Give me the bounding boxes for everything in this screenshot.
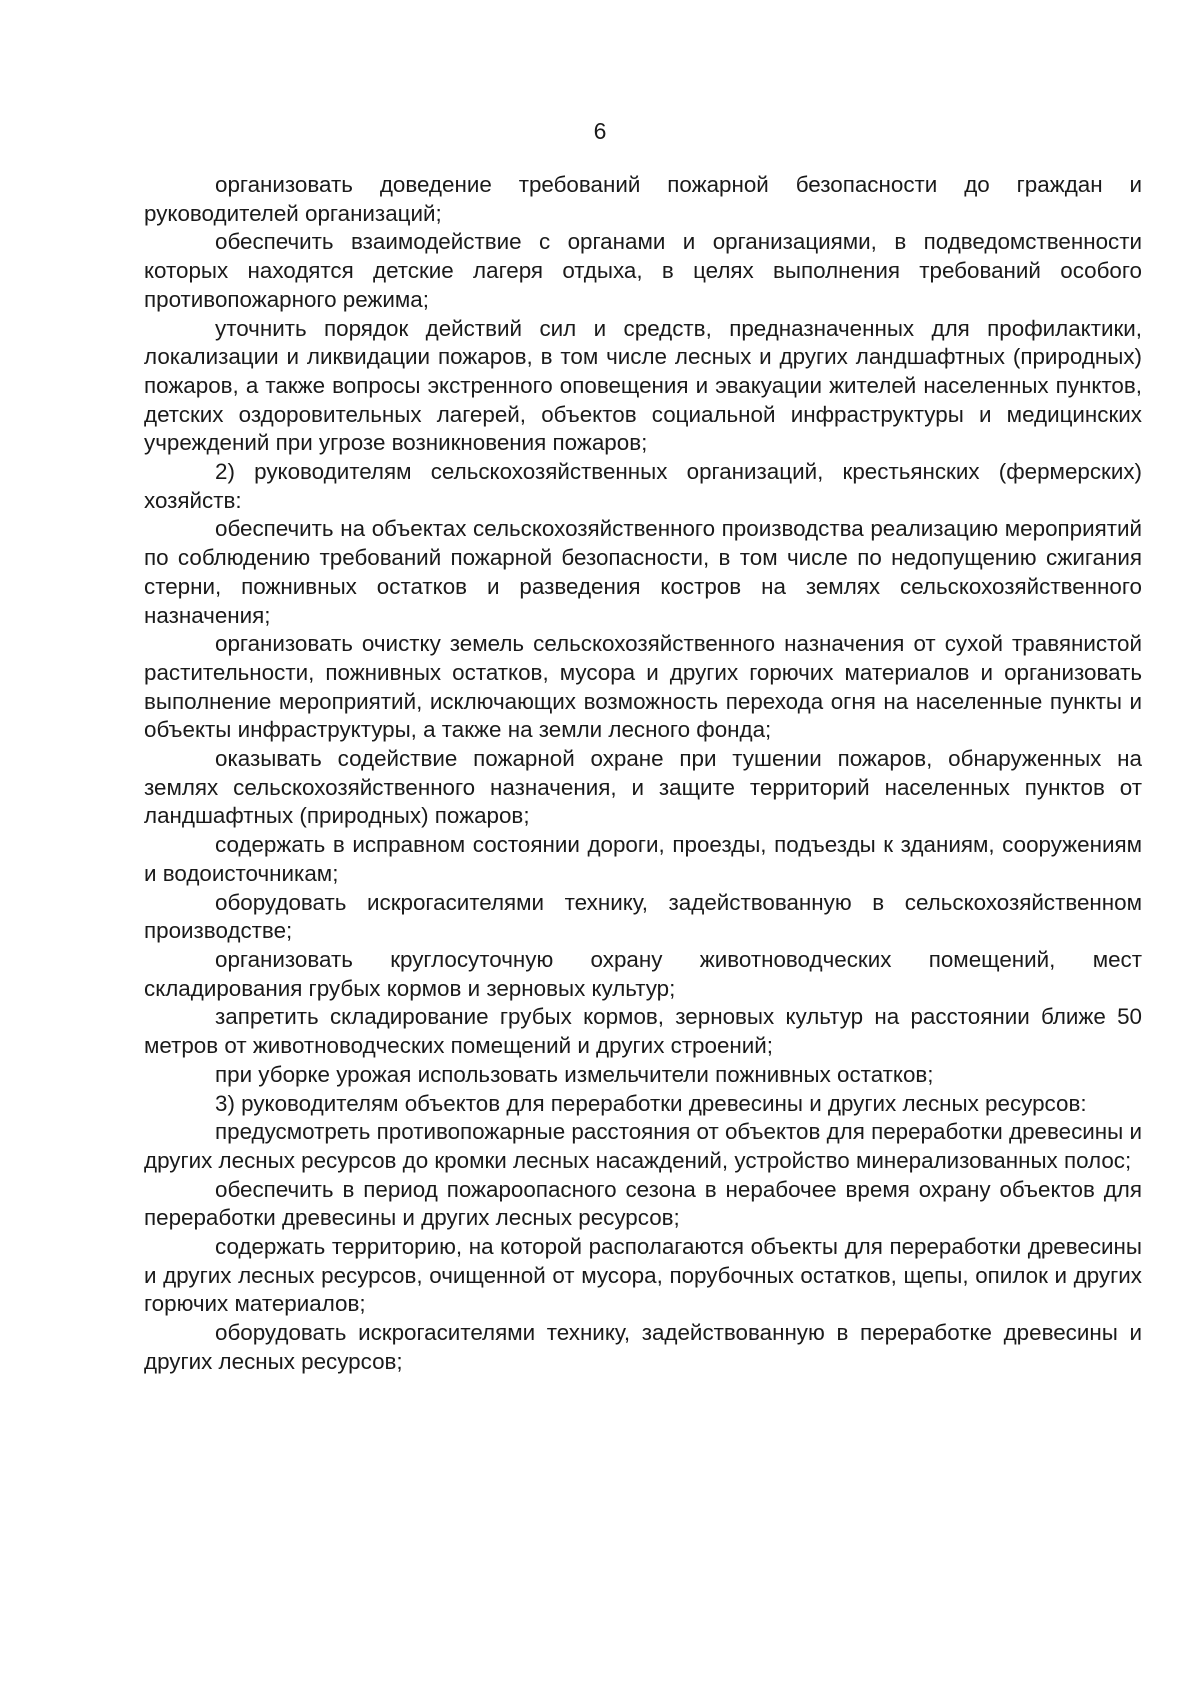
page-number: 6 — [593, 118, 607, 144]
paragraph: содержать в исправном состоянии дороги, проезды, подъезды к зданиям, сооружениям и водоисточникам; — [144, 832, 1142, 886]
paragraph: обеспечить взаимодействие с органами и организациями, в подведомственности которых находятся детские лагеря отдыха, в целях выполнения требований особого противопожарного режима; — [144, 229, 1142, 312]
paragraph: предусмотреть противопожарные расстояния от объектов для переработки древесины и других лесных ресурсов до кромки лесных насаждений, устройство минерализованных полос; — [144, 1119, 1142, 1173]
paragraph: организовать доведение требований пожарной безопасности до граждан и руководителей организаций; — [144, 172, 1142, 226]
paragraph: организовать круглосуточную охрану животноводческих помещений, мест складирования грубых кормов и зерновых культур; — [144, 946, 1142, 1001]
paragraph: обеспечить в период пожароопасного сезона в нерабочее время охрану объектов для переработки древесины и других лесных ресурсов; — [144, 1176, 1142, 1231]
paragraph: при уборке урожая использовать измельчители пожнивных остатков; — [215, 1061, 934, 1087]
paragraph: содержать территорию, на которой располагаются объекты для переработки древесины и других лесных ресурсов, очищенной от мусора, порубочных остатков, щепы, опилок и других горючих материалов; — [144, 1234, 1142, 1317]
paragraph: запретить складирование грубых кормов, зерновых культур на расстоянии ближе 50 метров от животноводческих помещений и других строений; — [144, 1004, 1142, 1059]
paragraph: организовать очистку земель сельскохозяйственного назначения от сухой травянистой растительности, пожнивных остатков, мусора и других горючих материалов и организовать выполнение мероприятий, исключающих возможность перехода огня на населенные пункты и объекты инфраструктуры, а также на земли лесного фонда; — [144, 631, 1142, 743]
paragraph: оборудовать искрогасителями технику, задействованную в сельскохозяйственном производстве; — [144, 889, 1142, 944]
paragraph: обеспечить на объектах сельскохозяйственного производства реализацию мероприятий по соблюдению требований пожарной безопасности, в том числе по недопущению сжигания стерни, пожнивных остатков и разведения костров на землях сельскохозяйственного назначения; — [144, 516, 1142, 628]
paragraph: оказывать содействие пожарной охране при тушении пожаров, обнаруженных на землях сельскохозяйственного назначения, и защите территорий населенных пунктов от ландшафтных (природных) пожаров; — [144, 746, 1142, 829]
paragraph: уточнить порядок действий сил и средств, предназначенных для профилактики, локализации и ликвидации пожаров, в том числе лесных и других ландшафтных (природных) пожаров, а также вопросы экстренного оповещения и эвакуации жителей населенных пунктов, детских оздоровительных лагерей, объектов социальной инфраструктуры и медицинских учреждений при угрозе возникновения пожаров; — [144, 315, 1142, 456]
document-body — [144, 171, 1142, 1377]
paragraph: 3) руководителям объектов для переработки древесины и других лесных ресурсов: — [215, 1090, 1087, 1116]
paragraph: оборудовать искрогасителями технику, задействованную в переработке древесины и других лесных ресурсов; — [144, 1320, 1142, 1374]
paragraph: 2) руководителям сельскохозяйственных организаций, крестьянских (фермерских) хозяйств: — [144, 459, 1142, 513]
